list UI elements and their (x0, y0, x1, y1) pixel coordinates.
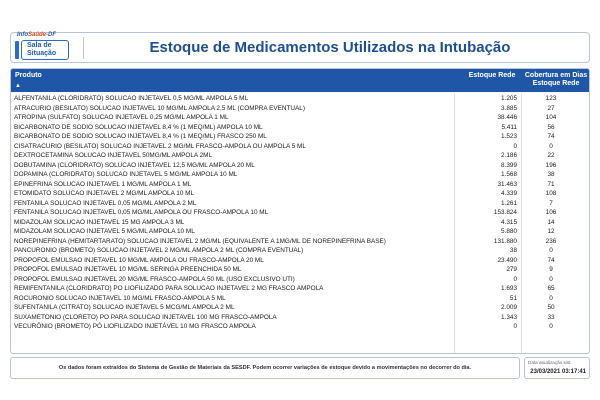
cell-cobertura: 106 (545, 209, 557, 216)
cell-produto: MIDAZOLAM SOLUCAO INJETAVEL 5 MG/ML AMPOLA 10 ML (14, 228, 195, 235)
cell-estoque: 131.880 (493, 237, 517, 245)
cell-estoque: 4.315 (501, 218, 517, 226)
cell-produto: SUFENTANILA (CITRATO) SOLUCAO INJETAVEL 5 MCG/ML AMPOLA 2 ML (14, 304, 235, 311)
cell-cobertura: 74 (547, 133, 555, 140)
cell-cobertura: 236 (545, 237, 557, 245)
table-row[interactable] (11, 113, 589, 123)
cell-produto: ATRACURIO (BESILATO) SOLUCAO INJETAVEL 10 MG/ML AMPOLA 2,5 ML (COMPRA EVENTUAL) (14, 104, 305, 112)
cell-produto: DOPAMINA (CLORIDRATO) SOLUCAO INJETAVEL 5 MG/ML AMPOLA 10 ML (14, 171, 238, 178)
cell-cobertura: 108 (545, 190, 557, 197)
table-row[interactable] (11, 180, 589, 190)
table-row[interactable] (11, 104, 589, 114)
table-row[interactable] (11, 161, 589, 171)
logo-main-text: Sala de Situação (27, 42, 57, 57)
cell-cobertura: 27 (547, 104, 555, 112)
header-bar (10, 32, 590, 63)
cell-cobertura: 12 (547, 228, 555, 235)
table-row[interactable] (11, 208, 589, 218)
table-row[interactable] (11, 142, 589, 152)
data-source-note: Os dados foram extraídos do Sistema de Gestão de Materiais da SESDF. Podem ocorrer variações de estoque devido a movimentações no decorrer do dia. (10, 357, 520, 379)
cell-produto: ETOMIDATO SOLUCAO INJETAVEL 2 MG/ML AMPOLA 10 ML (14, 190, 195, 197)
cell-produto: PROPOFOL EMULSAO INJETAVEL 10 MG/ML SERINGA PREENCHIDA 50 ML (14, 266, 242, 273)
cell-estoque: 0 (513, 142, 517, 150)
cell-estoque: 1.261 (501, 199, 517, 207)
cell-produto: PANCURONIO (BROMETO) SOLUCAO INJETAVEL 2 MG/ML AMPOLA 2 ML (COMPRA EVENTUAL) (14, 247, 304, 254)
table-row[interactable] (11, 199, 589, 209)
cell-cobertura: 196 (545, 161, 557, 169)
cell-estoque: 5.880 (501, 228, 517, 235)
cell-produto: CISATRACURIO (BESILATO) SOLUCAO INJETAVEL 2 MG/ML FRASCO-AMPOLA OU AMPOLA 5 ML (14, 142, 306, 150)
table-body (11, 94, 589, 332)
update-value: 23/03/2021 03:17:41 (530, 369, 586, 375)
cell-cobertura: 38 (547, 171, 555, 178)
table-row[interactable] (11, 170, 589, 180)
cell-produto: PROPOFOL EMULSAO INJETAVEL 10 MG/ML AMPOLA OU FRASCO-AMPOLA 20 ML (14, 256, 264, 264)
table-row[interactable] (11, 303, 589, 313)
column-header-estoque[interactable]: Estoque Rede (468, 72, 516, 79)
cell-produto: ALFENTANILA (CLORIDRATO) SOLUCAO INJETAVEL 0,5 MG/ML AMPOLA 5 ML (14, 95, 249, 102)
table-row[interactable] (11, 189, 589, 199)
table-row[interactable] (11, 313, 589, 323)
cell-produto: BICARBONATO DE SODIO SOLUCAO INJETAVEL 8,4 % (1 MEQ/ML) FRASCO 250 ML (14, 133, 267, 140)
cell-estoque: 5.411 (501, 123, 517, 131)
table-row[interactable] (11, 294, 589, 304)
cell-estoque: 3.885 (501, 104, 517, 112)
cell-cobertura: 22 (547, 152, 555, 159)
cell-cobertura: 65 (547, 285, 555, 292)
cell-estoque: 2.009 (501, 304, 517, 311)
cell-produto: EPINEFRINA SOLUCAO INJETAVEL 1 MG/ML AMPOLA 1 ML (14, 180, 192, 188)
cell-cobertura: 0 (549, 294, 553, 302)
cell-cobertura: 56 (547, 123, 555, 131)
cell-estoque: 1.693 (501, 285, 517, 292)
cell-estoque: 0 (513, 275, 517, 283)
table-row[interactable] (11, 132, 589, 142)
cell-estoque: 4.339 (501, 190, 517, 197)
cell-estoque: 8.399 (501, 161, 517, 169)
table-row[interactable] (11, 275, 589, 285)
cell-produto: SUXAMETONIO (CLORETO) PO PARA SOLUCAO INJETAVEL 100 MG FRASCO-AMPOLA (14, 313, 277, 321)
cell-estoque: 38.446 (497, 114, 517, 121)
cell-estoque: 1.343 (501, 313, 517, 321)
cell-produto: NOREPINEFRINA (HEMITARTARATO) SOLUCAO INJETAVEL 2 MG/ML (EQUIVALENTE A 1MG/ML DE NOREPINEFRINA BASE) (14, 237, 386, 245)
table-header (11, 69, 589, 92)
table-row[interactable] (11, 151, 589, 161)
cell-produto: FENTANILA SOLUCAO INJETAVEL 0,05 MG/ML AMPOLA 2 ML (14, 199, 197, 207)
cell-estoque: 0 (513, 323, 517, 330)
column-header-produto[interactable]: Produto (15, 72, 42, 79)
cell-cobertura: 0 (549, 275, 553, 283)
cell-estoque: 1.205 (501, 95, 517, 102)
cell-cobertura: 33 (547, 313, 555, 321)
cell-cobertura: 14 (547, 218, 555, 226)
table-row[interactable] (11, 123, 589, 133)
table-row[interactable] (11, 237, 589, 247)
cell-estoque: 279 (506, 266, 517, 273)
cell-estoque: 23.490 (497, 256, 517, 264)
column-header-cobertura[interactable]: Cobertura em Dias Estoque Rede (524, 72, 588, 87)
cell-produto: PROPOFOL EMULSAO INJETAVEL 20 MG/ML FRASCO-AMPOLA 50 ML (USO EXCLUSIVO UTI) (14, 275, 295, 283)
cell-produto: DOBUTAMINA (CLORIDRATO) SOLUCAO INJETAVEL 12,5 MG/ML AMPOLA 20 ML (14, 161, 255, 169)
cell-cobertura: 0 (549, 247, 553, 254)
cell-produto: BICARBONATO DE SODIO SOLUCAO INJETAVEL 8,4 % (1 MEQ/ML) AMPOLA 10 ML (14, 123, 263, 131)
cell-cobertura: 104 (545, 114, 557, 121)
cell-estoque: 2.186 (501, 152, 517, 159)
table-row[interactable] (11, 246, 589, 256)
cell-produto: FENTANILA SOLUCAO INJETAVEL 0,05 MG/ML AMPOLA OU FRASCO-AMPOLA 10 ML (14, 209, 269, 216)
cell-cobertura: 0 (549, 323, 553, 330)
table-row[interactable] (11, 322, 589, 332)
table-row[interactable] (11, 227, 589, 237)
cell-cobertura: 123 (545, 95, 557, 102)
cell-cobertura: 7 (549, 199, 553, 207)
cell-cobertura: 9 (549, 266, 553, 273)
cell-cobertura: 0 (549, 142, 553, 150)
table-row[interactable] (11, 218, 589, 228)
cell-produto: ATROPINA (SULFATO) SOLUCAO INJETAVEL 0,25 MG/ML AMPOLA 1 ML (14, 114, 229, 121)
table-row[interactable] (11, 265, 589, 275)
cell-cobertura: 71 (547, 180, 555, 188)
cell-estoque: 1.568 (501, 171, 517, 178)
cell-estoque: 153.824 (493, 209, 517, 216)
cell-cobertura: 74 (547, 256, 555, 264)
cell-estoque: 51 (509, 294, 517, 302)
update-label: Data atualização sist. (528, 360, 572, 365)
cell-estoque: 1.523 (501, 133, 517, 140)
table-row[interactable] (11, 94, 589, 104)
cell-produto: ROCURONIO SOLUCAO INJETAVEL 10 MG/ML FRASCO-AMPOLA 5 ML (14, 294, 226, 302)
cell-estoque: 31.463 (497, 180, 517, 188)
cell-produto: REMIFENTANILA (CLORIDRATO) PO LIOFILIZADO PARA SOLUCAO INJETAVEL 2 MG FRASCO AMPOLA (14, 285, 324, 292)
cell-produto: VECURÔNIO (BROMETO) PÓ LIOFILIZADO INJETÁVEL 10 MG FRASCO AMPOLA (14, 323, 256, 330)
table-row[interactable] (11, 256, 589, 266)
stock-table (10, 68, 590, 354)
sort-ascending-icon[interactable]: ▲ (15, 83, 21, 89)
cell-estoque: 38 (509, 247, 517, 254)
logo-top-text: InfoSaúde-DF (17, 32, 57, 38)
cell-produto: DEXTROCETAMINA SOLUCAO INJETAVEL 50MG/ML AMPOLA 2ML (14, 152, 213, 159)
table-row[interactable] (11, 284, 589, 294)
cell-produto: MIDAZOLAM SOLUCAO INJETAVEL 15 MG AMPOLA 3 ML (14, 218, 185, 226)
page-title: Estoque de Medicamentos Utilizados na Intubação (149, 39, 511, 56)
update-timestamp-box (524, 357, 590, 379)
cell-cobertura: 50 (547, 304, 555, 311)
